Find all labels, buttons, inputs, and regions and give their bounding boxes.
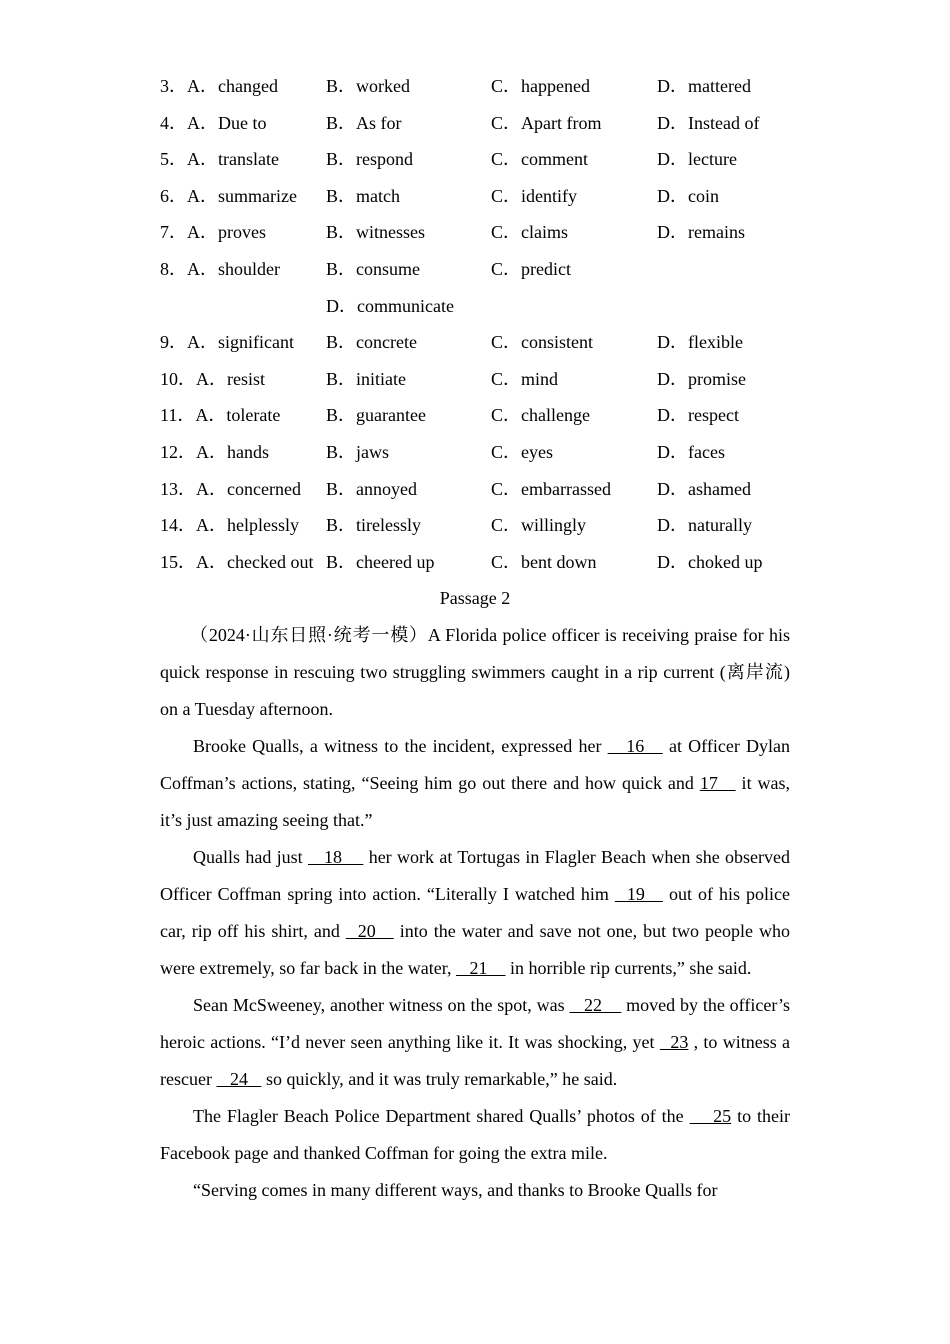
option-c: C．Apart from (491, 112, 602, 133)
text: so quickly, and it was truly remarkable,” he said. (261, 1068, 618, 1089)
option-b: B．worked (326, 76, 410, 96)
blank-21[interactable]: 21 (455, 957, 506, 978)
option-a: 11．A．tolerate (160, 405, 281, 426)
passage-paragraph-5 (160, 1098, 790, 1172)
question-row (160, 324, 790, 361)
option-b: B．jaws (326, 441, 389, 462)
question-row (160, 141, 790, 178)
option-a: 14．A．helplessly (160, 515, 299, 536)
option-b: B．initiate (326, 368, 406, 389)
passage-paragraph-4 (160, 987, 790, 1098)
option-c: C．embarrassed (491, 478, 611, 499)
option-a: 8．A．shoulder (160, 258, 280, 279)
option-b: B．guarantee (326, 405, 426, 426)
option-b: B．concrete (326, 332, 417, 353)
text: at Officer Dylan Coffman’s actions, stating, “Seeing him go out there and how quick and (160, 735, 790, 793)
option-a: 9．A．significant (160, 332, 294, 353)
passage-paragraph-2 (160, 728, 790, 839)
question-list (160, 68, 790, 580)
option-d: D．respect (657, 405, 739, 426)
question-row (160, 251, 790, 288)
passage-paragraph-1: （2024·山东日照·统考一模）A Florida police officer is receiving praise for his quick response in rescuing two struggling swimmers caught in a rip current (离岸流) on a Tuesday afternoon. (160, 624, 790, 719)
question-row (160, 397, 790, 434)
option-b: B．cheered up (326, 551, 435, 572)
document-page (160, 68, 790, 1209)
option-b: B．As for (326, 112, 402, 133)
option-c: C．willingly (491, 515, 587, 536)
option-b: B．consume (326, 258, 420, 279)
option-c: C．happened (491, 76, 590, 96)
text: to their Facebook page and thanked Coffman for going the extra mile. (160, 1105, 790, 1163)
option-a: 3．A．changed (160, 76, 278, 96)
option-d: D．lecture (657, 149, 737, 170)
text: her work at Tortugas in Flagler Beach when she observed Officer Coffman spring into action. “Literally I watched him (160, 846, 791, 904)
option-d: D．ashamed (657, 478, 751, 499)
option-d: D．coin (657, 185, 719, 206)
text: The Flagler Beach Police Department shared Qualls’ photos of the (193, 1105, 690, 1126)
blank-25[interactable]: 25 (689, 1105, 732, 1126)
option-c: C．identify (491, 185, 577, 206)
question-row (160, 507, 790, 544)
option-c: C．mind (491, 368, 559, 389)
blank-19[interactable]: 19 (614, 883, 663, 904)
question-row (160, 544, 790, 581)
passage-title: Passage 2 (439, 588, 511, 609)
blank-18[interactable]: 18 (308, 846, 364, 867)
question-row (160, 105, 790, 142)
option-c: C．eyes (491, 441, 553, 462)
text: moved by the officer’s heroic actions. “I’d never seen anything like it. It was shocking, yet (160, 994, 790, 1052)
text: out of his police car, rip off his shirt, and (160, 883, 791, 941)
option-c: C．claims (491, 222, 568, 243)
blank-22[interactable]: 22 (569, 994, 622, 1015)
option-a: 15．A．checked out (160, 551, 314, 572)
question-row (160, 214, 790, 251)
option-d: D．faces (657, 441, 725, 462)
option-d: D．choked up (657, 551, 763, 572)
option-a: 10．A．resist (160, 368, 265, 389)
option-a: 12．A．hands (160, 441, 269, 462)
text: Brooke Qualls, a witness to the incident, expressed her (193, 735, 608, 756)
blank-16[interactable]: 16 (607, 735, 663, 756)
question-row (160, 178, 790, 215)
option-b: B．annoyed (326, 478, 417, 499)
option-a: 13．A．concerned (160, 478, 301, 499)
option-c: C．bent down (491, 551, 597, 572)
option-b: B．respond (326, 149, 413, 170)
blank-20[interactable]: 20 (345, 920, 394, 941)
option-d: D．mattered (657, 76, 751, 96)
option-a: 7．A．proves (160, 222, 266, 243)
text: Qualls had just (193, 846, 308, 867)
question-row-continuation (160, 288, 790, 325)
option-a: 5．A．translate (160, 149, 279, 170)
blank-24[interactable]: 24 (216, 1068, 262, 1089)
option-c: C．predict (491, 258, 571, 279)
passage-paragraph-3 (160, 839, 790, 987)
text: into the water and save not one, but two people who were extremely, so far back in the water, (160, 920, 791, 978)
text: Sean McSweeney, another witness on the spot, was (193, 994, 570, 1015)
option-c: C．consistent (491, 332, 593, 353)
text: it was, it’s just amazing seeing that.” (160, 772, 790, 830)
text: in horrible rip currents,” she said. (505, 957, 752, 978)
option-a: 6．A．summarize (160, 185, 297, 206)
option-b: B．match (326, 185, 400, 206)
option-d: D．flexible (657, 332, 743, 353)
option-d: D．Instead of (657, 112, 760, 133)
blank-23[interactable]: 23 (659, 1031, 689, 1052)
question-row (160, 68, 790, 105)
option-d: D．promise (657, 368, 746, 389)
option-c: C．challenge (491, 405, 590, 426)
option-d-wrapped: D．communicate (326, 295, 454, 316)
option-b: B．tirelessly (326, 515, 421, 536)
question-row (160, 361, 790, 398)
option-a: 4．A．Due to (160, 112, 267, 133)
option-c: C．comment (491, 149, 588, 170)
question-row (160, 471, 790, 508)
question-row (160, 434, 790, 471)
passage-paragraph-6: “Serving comes in many different ways, and thanks to Brooke Qualls for (193, 1179, 718, 1200)
option-b: B．witnesses (326, 222, 425, 243)
option-d: D．naturally (657, 515, 752, 536)
option-d: D．remains (657, 222, 745, 243)
text: , to witness a rescuer (160, 1031, 790, 1089)
blank-17[interactable]: 17 (699, 772, 736, 793)
